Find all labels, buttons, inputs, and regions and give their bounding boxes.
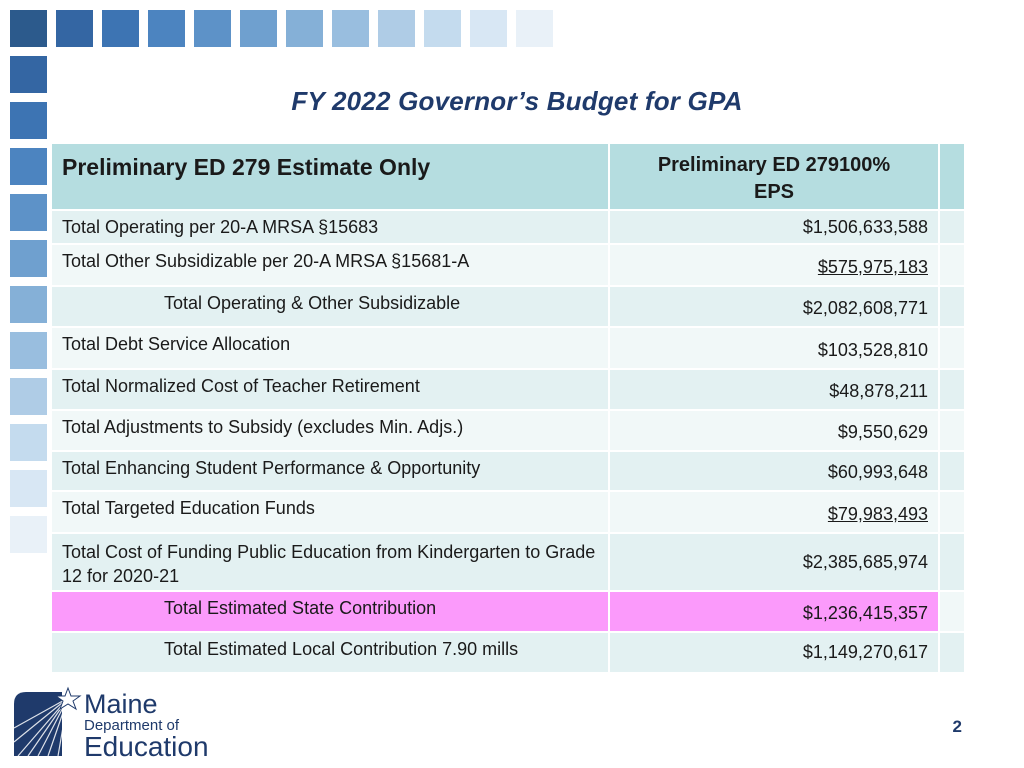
page-title: FY 2022 Governor’s Budget for GPA — [291, 86, 743, 116]
header-label: Preliminary ED 279 Estimate Only — [52, 144, 609, 210]
table-row — [52, 491, 965, 533]
table-row — [52, 327, 965, 369]
logo-line-education: Education — [84, 731, 209, 762]
table-row — [52, 369, 965, 410]
table-row — [52, 210, 965, 244]
table-row — [52, 286, 965, 327]
row-value: $79,983,493 — [827, 504, 928, 524]
row-label: Total Estimated State Contribution — [52, 591, 609, 632]
row-label: Total Targeted Education Funds — [52, 491, 609, 533]
header-value — [609, 144, 939, 210]
row-label: Total Adjustments to Subsidy (excludes Min. Adjs.) — [52, 410, 609, 451]
maine-doe-logo — [10, 686, 220, 762]
row-label: Total Enhancing Student Performance & Opportunity — [52, 451, 609, 491]
budget-table — [52, 144, 966, 674]
row-value: $2,385,685,974 — [609, 533, 939, 591]
logo-line-maine: Maine — [84, 689, 158, 719]
table-row-highlight — [52, 591, 965, 632]
row-value: $1,236,415,357 — [609, 591, 939, 632]
logo-line-department: Department of — [84, 717, 180, 734]
logo-star-icon — [10, 686, 82, 758]
row-label: Total Estimated Local Contribution 7.90 mills — [52, 632, 609, 673]
row-label: Total Normalized Cost of Teacher Retirement — [52, 369, 609, 410]
row-value: $9,550,629 — [609, 410, 939, 451]
table-header-row — [52, 144, 965, 210]
header-spacer — [939, 144, 965, 210]
row-value: $1,506,633,588 — [609, 210, 939, 244]
row-value: $48,878,211 — [609, 369, 939, 410]
table-row — [52, 451, 965, 491]
row-value: $1,149,270,617 — [609, 632, 939, 673]
page-number: 2 — [952, 717, 962, 736]
row-label: Total Operating & Other Subsidizable — [52, 286, 609, 327]
row-label: Total Operating per 20-A MRSA §15683 — [52, 210, 609, 244]
header-value-line1: Preliminary ED 279100% — [657, 154, 891, 176]
row-value: $103,528,810 — [609, 327, 939, 369]
header-value-line2: EPS — [753, 181, 795, 203]
table-row — [52, 632, 965, 673]
table-row — [52, 244, 965, 286]
table-row — [52, 410, 965, 451]
row-value: $575,975,183 — [817, 257, 928, 277]
row-label: Total Other Subsidizable per 20-A MRSA §15681-A — [52, 244, 609, 286]
row-value: $2,082,608,771 — [609, 286, 939, 327]
row-label: Total Cost of Funding Public Education from Kindergarten to Grade 12 for 2020-21 — [52, 533, 609, 591]
row-value: $60,993,648 — [609, 451, 939, 491]
row-label: Total Debt Service Allocation — [52, 327, 609, 369]
table-row — [52, 533, 965, 591]
